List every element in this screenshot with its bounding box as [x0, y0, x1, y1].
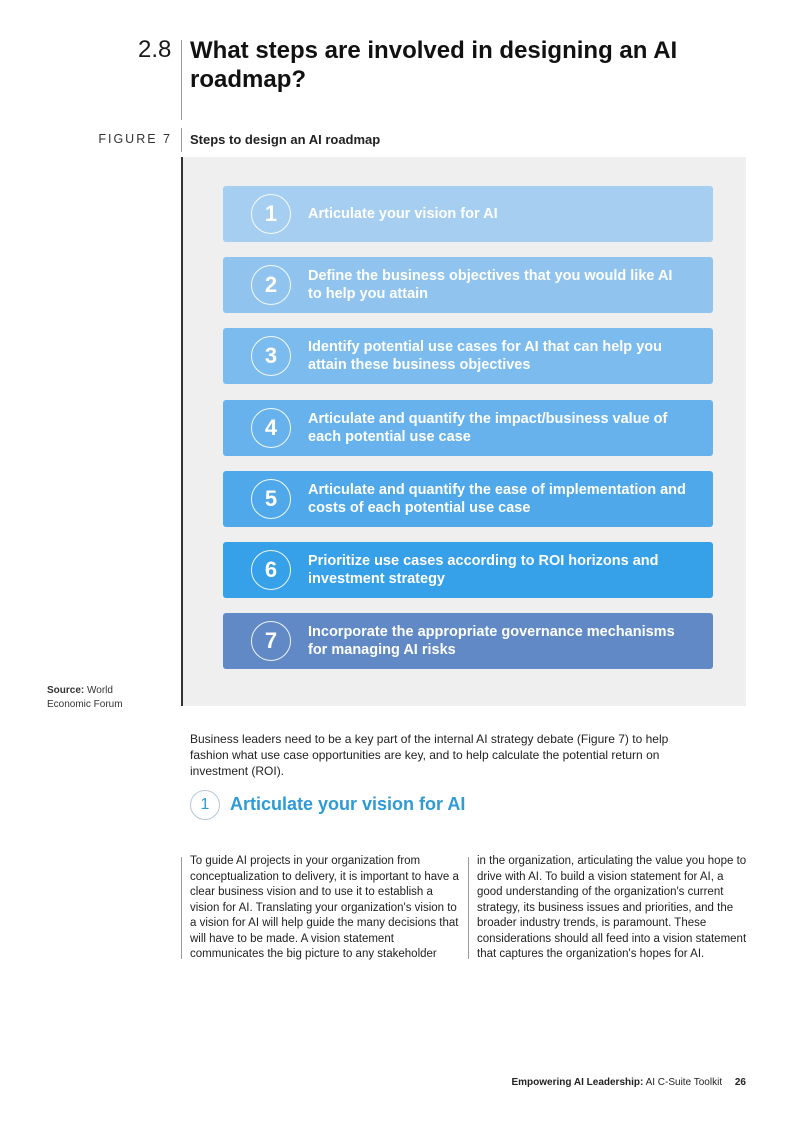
roadmap-step: [223, 542, 713, 598]
step-number-badge: 6: [251, 550, 291, 590]
roadmap-step: [223, 471, 713, 527]
roadmap-step: [223, 186, 713, 242]
step-text: Articulate and quantify the ease of implementation and costs of each potential use case: [308, 482, 686, 516]
footer-publication-rest: AI C-Suite Toolkit: [645, 1077, 723, 1088]
page-number: 26: [734, 1077, 746, 1088]
roadmap-step: [223, 400, 713, 456]
roadmap-step: [223, 613, 713, 669]
source-text: World Economic Forum: [47, 685, 123, 710]
figure-source: [47, 684, 147, 712]
step-number-badge: 4: [251, 408, 291, 448]
step-text: Identify potential use cases for AI that can help you attain these business objectives: [308, 339, 662, 373]
footer-publication-bold: Empowering AI Leadership:: [511, 1077, 644, 1088]
body-column-right: in the organization, articulating the value you hope to drive with AI. To build a vision statement for AI, a good understanding of the organization's current strategy, its business issues and priorities, and the broader industry trends, is paramount. These considerations should all feed into a vision statement that captures the organization's hopes for AI.: [477, 855, 747, 960]
step-number-badge: 7: [251, 621, 291, 661]
step-text: Prioritize use cases according to ROI horizons and investment strategy: [308, 553, 659, 587]
column-divider: [468, 857, 469, 959]
section-title: What steps are involved in designing an AI roadmap?: [190, 37, 678, 93]
page-footer: [480, 1077, 746, 1088]
roadmap-step: [223, 257, 713, 313]
subsection-number-badge: 1: [190, 790, 220, 820]
step-text: Articulate and quantify the impact/business value of each potential use case: [308, 411, 668, 445]
column-left-rule: [181, 857, 182, 959]
figure-label: FIGURE 7: [98, 132, 172, 146]
title-divider: [181, 40, 182, 120]
step-text: Incorporate the appropriate governance mechanisms for managing AI risks: [308, 624, 675, 658]
figure-caption: Steps to design an AI roadmap: [190, 132, 381, 147]
roadmap-step: [223, 328, 713, 384]
figure-label-divider: [181, 128, 182, 152]
intro-paragraph: Business leaders need to be a key part of the internal AI strategy debate (Figure 7) to help fashion what use case opportunities are key, and to help calculate the potential return on investment (ROI).: [190, 732, 669, 778]
step-number-badge: 2: [251, 265, 291, 305]
subsection-title: Articulate your vision for AI: [230, 794, 466, 814]
step-number-badge: 1: [251, 194, 291, 234]
step-text: Articulate your vision for AI: [308, 206, 498, 222]
step-text: Define the business objectives that you would like AI to help you attain: [308, 268, 673, 302]
body-column-left: To guide AI projects in your organization from conceptualization to delivery, it is important to have a clear business vision and to use it to establish a vision for AI. Translating your organization's vision to a vision for AI will help guide the many decisions that will have to be made. A vision statement communicates the big picture to any stakeholder: [190, 855, 459, 960]
source-label: Source:: [47, 685, 85, 696]
section-number: 2.8: [138, 36, 172, 63]
figure-left-rule: [181, 157, 183, 706]
step-number-badge: 3: [251, 336, 291, 376]
step-number-badge: 5: [251, 479, 291, 519]
